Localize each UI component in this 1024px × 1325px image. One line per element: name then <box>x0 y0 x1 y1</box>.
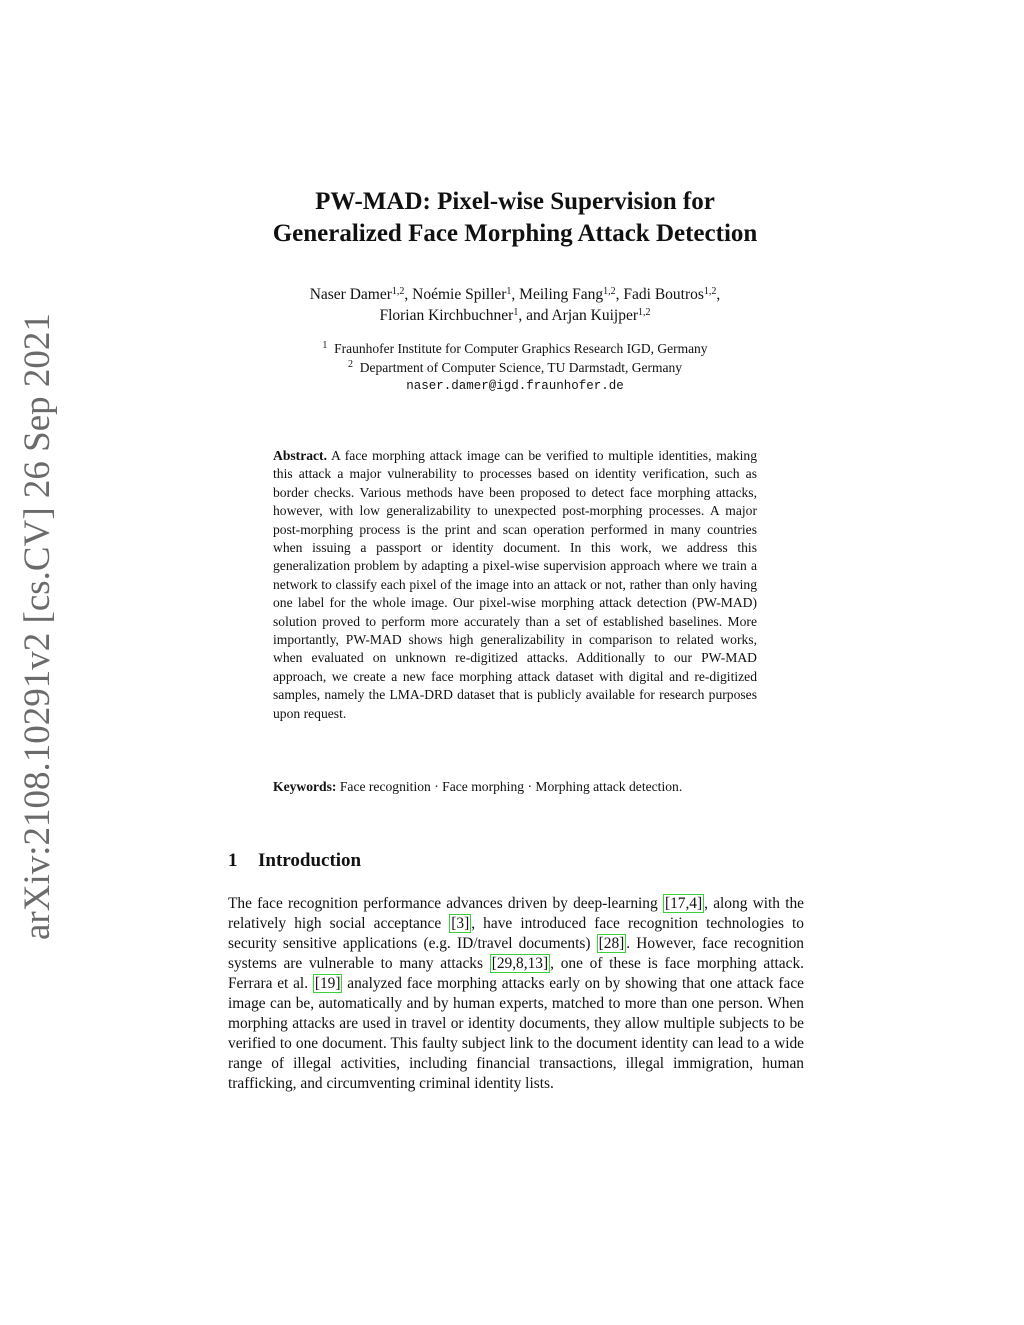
citation-link[interactable]: [17,4] <box>664 895 703 912</box>
keywords-label: Keywords: <box>273 779 337 794</box>
keywords-text: Face recognition · Face morphing · Morphing attack detection. <box>339 779 683 794</box>
citation-link[interactable]: [28] <box>598 935 625 952</box>
author-affiliation-mark: 1 <box>513 307 519 318</box>
affiliation-mark: 2 <box>348 358 354 370</box>
intro-paragraph: The face recognition performance advances driven by deep-learning [17,4] , along with the relatively high social acceptance [3] , have introduced face recognition technologies to security sensitive applications (e.g. ID/travel documents) [28] . However, face recognition systems are vulnerable to many attacks [29,8,13] , one of these is face morphing attack. Ferrara et al. [19] analyzed face morphing attacks early on by showing that one attack face image can be, automatically and by human experts, matched to more than one person. When morphing attacks are used in travel or identity documents, they allow multiple subjects to be verified to one document. This faulty subject link to the document identity can lead to a wide range of illegal activities, including financial transactions, illegal immigration, human trafficking, and circumventing criminal identity lists. <box>228 895 805 1092</box>
affiliations <box>240 340 790 396</box>
author-affiliation-mark: 1,2 <box>638 307 651 318</box>
citation-link[interactable]: [29,8,13] <box>491 955 549 972</box>
author-name: Florian Kirchbuchner <box>379 307 514 324</box>
affiliation-2: $^2$ Department of Computer Science, TU Darmstadt, Germany <box>348 358 682 375</box>
affiliation-1: $^1$ Fraunhofer Institute for Computer Graphics Research IGD, Germany <box>322 340 708 356</box>
author-name: Fadi Boutros <box>623 286 704 303</box>
title-line-2: Generalized Face Morphing Attack Detection <box>272 220 758 247</box>
paper-title <box>200 186 830 250</box>
author-name: Naser Damer <box>309 286 392 303</box>
keywords <box>273 778 757 796</box>
citation-link[interactable]: [3] <box>451 915 470 932</box>
author-affiliation-mark: 1 <box>506 286 512 297</box>
section-heading <box>228 850 361 872</box>
contact-email: naser.damer@igd.fraunhofer.de <box>406 379 624 393</box>
author-list: Naser Damer$^{1,2}$, Noémie Spiller$^1$, Meiling Fang$^{1,2}$, Fadi Boutros$^{1,2}$, Florian Kirchbuchner$^1$, and Arjan Kuijper$^{1,2}$ <box>309 286 721 324</box>
author-affiliation-mark: 1,2 <box>703 286 717 297</box>
abstract-text: A face morphing attack image can be verified to multiple identities, making this attack a major vulnerability to processes based on identity verification, such as border checks. Various methods have been proposed to detect face morphing attacks, however, with low generalizability to unexpected post-morphing processes. A major post-morphing process is the print and scan operation performed in many countries when issuing a passport or identity document. In this work, we address this generalization problem by adapting a pixel-wise supervision approach where we train a network to classify each pixel of the image into an attack or not, rather than only having one label for the whole image. Our pixel-wise morphing attack detection (PW-MAD) solution proved to perform more accurately than a set of established baselines. More importantly, PW-MAD shows high generalizability in comparison to related works, when evaluated on unknown re-digitized attacks. Additionally to our PW-MAD approach, we create a new face morphing attack dataset with digital and re-digitized samples, namely the LMA-DRD dataset that is publicly available for research purposes upon request. <box>273 448 757 721</box>
author-name: Noémie Spiller <box>412 286 507 303</box>
author-affiliation-mark: 1,2 <box>603 286 616 297</box>
author-name: Meiling Fang <box>519 286 604 303</box>
author-name: and Arjan Kuijper <box>526 307 639 324</box>
citation-link[interactable]: [19] <box>314 975 341 992</box>
abstract-label: Abstract. <box>273 448 327 463</box>
author-affiliation-mark: 1,2 <box>391 286 405 297</box>
title-line-1: PW-MAD: Pixel-wise Supervision for <box>315 188 715 215</box>
abstract <box>273 447 757 723</box>
section-number: 1 <box>228 850 238 871</box>
affiliation-mark: 1 <box>322 340 328 351</box>
section-title: Introduction <box>258 850 362 871</box>
arxiv-identifier: arXiv:2108.10291v2 [cs.CV] 26 Sep 2021 <box>17 313 58 940</box>
